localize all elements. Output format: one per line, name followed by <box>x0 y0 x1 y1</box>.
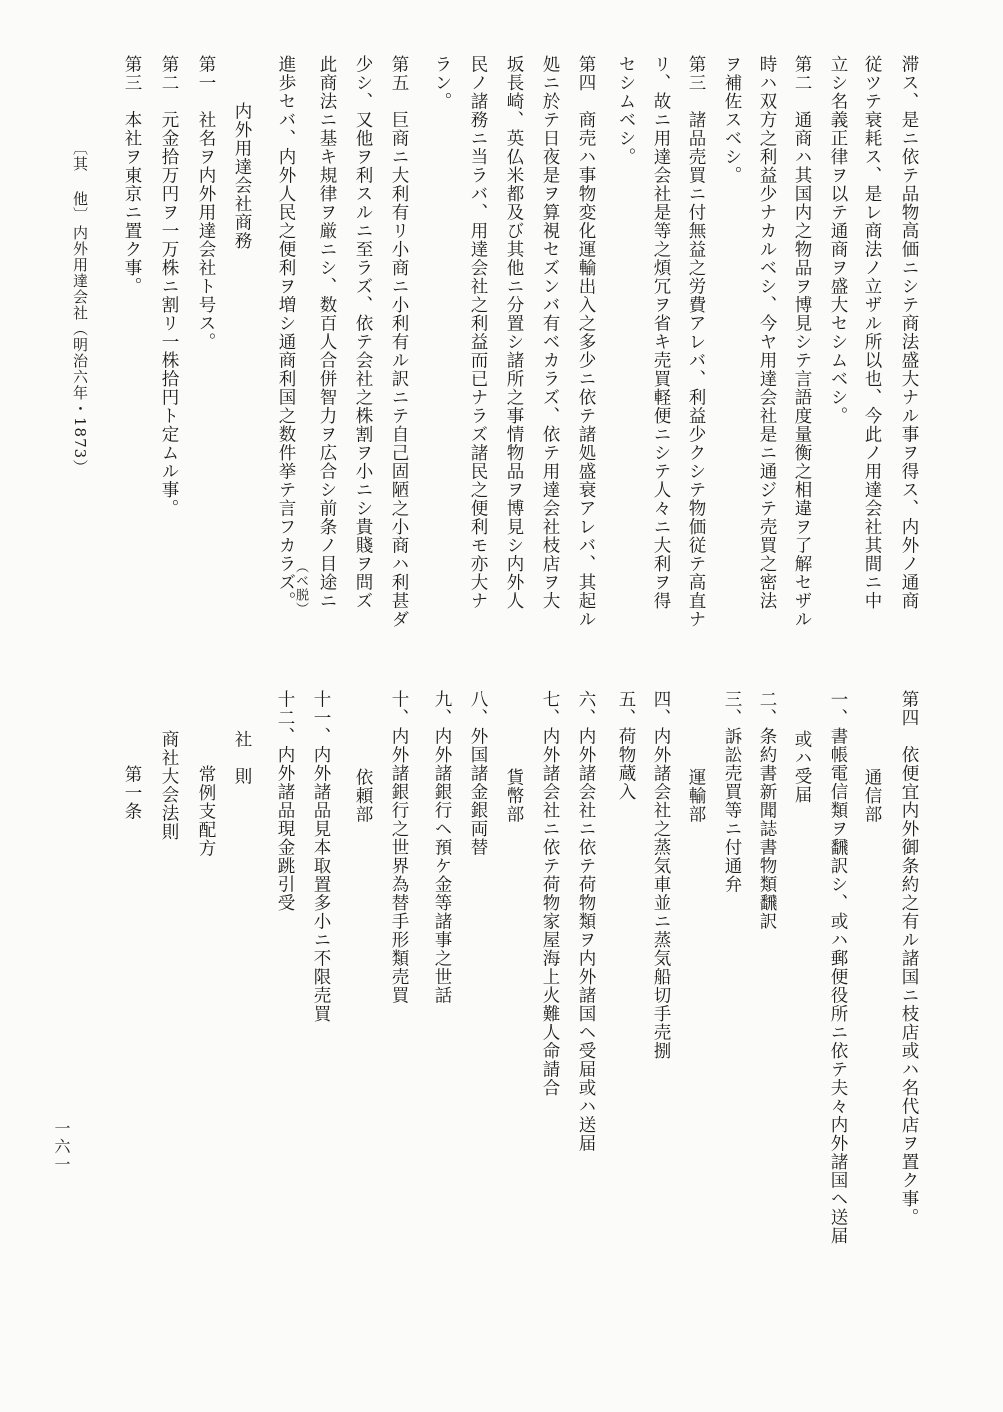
bottom-col-14: 九、内外諸銀行ヘ預ケ金等諸事之世話 <box>432 690 452 1005</box>
bottom-col-3: 一、書帳電信類ヲ飜訳シ、或ハ郵便役所ニ依テ夫々内外諸国ヘ送届 <box>828 690 848 1245</box>
top-col-8: リ、故ニ用達会社是等之煩冗ヲ省キ売買軽便ニシテ人々ニ大利ヲ得 <box>651 55 671 610</box>
top-col-7: 第三 諸品売買ニ付無益之労費アレバ、利益少クシテ物価従テ高直ナ <box>686 55 706 629</box>
page-number: 一六一 <box>52 1120 71 1174</box>
bottom-col-1: 第四 依便宜内外御条約之有ル諸国ニ枝店或ハ名代店ヲ置ク事。 <box>899 690 919 1227</box>
top-col-20: 第一 社名ヲ内外用達会社ト号ス。 <box>196 55 216 351</box>
top-col-5: 時ハ双方之利益少ナカルベシ、今ヤ用達会社是ニ通ジテ売買之密法 <box>757 55 777 610</box>
top-col-18: 進歩セバ、内外人民之便利ヲ増シ通商利国之数件挙テ言フカラズ。 <box>276 55 296 610</box>
bottom-col-15: 十、内外諸銀行之世界為替手形類売買 <box>389 690 409 1005</box>
bottom-col-20: 常例支配方 <box>196 765 216 858</box>
top-col-21: 第二 元金拾万円ヲ一万株ニ割リ一株拾円ト定ムル事。 <box>159 55 179 518</box>
top-col-15: 第五 巨商ニ大利有リ小商ニ小利有ル訳ニテ自己固陋之小商ハ利甚ダ <box>389 55 409 629</box>
bottom-col-5: 二、条約書新聞誌書物類飜訳 <box>757 690 777 931</box>
bottom-col-11: 七、内外諸会社ニ依テ荷物家屋海上火難人命請合 <box>540 690 560 1097</box>
top-col-9: セシムベシ。 <box>616 55 636 166</box>
bottom-col-2: 通信部 <box>862 768 882 824</box>
top-col-22: 第三 本社ヲ東京ニ置ク事。 <box>122 55 142 296</box>
bottom-col-18: 十二、内外諸品現金跳引受 <box>275 690 295 912</box>
top-col-3: 立シ名義正律ヲ以テ通商ヲ盛大セシムベシ。 <box>828 55 848 425</box>
bottom-col-8: 四、内外諸会社之蒸気車並ニ蒸気船切手売捌 <box>651 690 671 1060</box>
bottom-col-16: 依頼部 <box>353 768 373 824</box>
top-col-16: 少シ、又他ヲ利スルニ至ラズ、依テ会社之株割ヲ小ニシ貴賤ヲ問ズ <box>353 55 373 610</box>
header-title: 内外用達会社（明治六年・1873） <box>71 225 89 476</box>
top-col-13: 民ノ諸務ニ当ラバ、用達会社之利益而已ナラズ諸民之便利モ亦大ナ <box>468 55 488 610</box>
section-heading: 内外用達会社商務 <box>232 102 252 250</box>
bottom-col-4: 或ハ受届 <box>792 730 812 804</box>
top-col-10: 第四 商売ハ事物変化運輸出入之多少ニ依テ諸処盛衰アレバ、其起ル <box>576 55 596 629</box>
bottom-col-6: 三、訴訟売買等ニ付通弁 <box>722 690 742 894</box>
top-col-1: 滞ス、是ニ依テ品物高価ニシテ商法盛大ナル事ヲ得ス、内外ノ通商 <box>899 55 919 610</box>
bottom-col-21: 商社大会法則 <box>159 730 179 841</box>
bottom-col-19: 社 則 <box>232 730 252 786</box>
top-col-2: 従ツテ衰耗ス、是レ商法ノ立ザル所以也、今此ノ用達会社其間ニ中 <box>862 55 882 610</box>
bottom-col-10: 六、内外諸会社ニ依テ荷物類ヲ内外諸国ヘ受届或ハ送届 <box>576 690 596 1153</box>
top-col-11: 処ニ於テ日夜是ヲ算視セズンバ有ベカラズ、依テ用達会社枝店ヲ大 <box>540 55 560 610</box>
bottom-col-22: 第一条 <box>122 765 142 821</box>
bottom-col-13: 八、外国諸金銀両替 <box>468 690 488 857</box>
top-col-17: 此商法ニ基キ規律ヲ厳ニシ、数百人合併智力ヲ広合シ前条ノ目途ニ <box>317 55 337 610</box>
top-col-4: 第二 通商ハ其国内之物品ヲ博見シテ言語度量衡之相違ヲ了解セザル <box>792 55 812 629</box>
bottom-col-17: 十一、内外諸品見本取置多小ニ不限売買 <box>311 690 331 1023</box>
bottom-col-7: 運輸部 <box>686 768 706 824</box>
annotation-note: （ベ脱） <box>293 560 308 616</box>
header-category: 〔其 他〕 <box>71 140 89 223</box>
bottom-col-9: 五、荷物蔵入 <box>616 690 636 801</box>
top-col-6: ヲ補佐スベシ。 <box>722 55 742 185</box>
bottom-col-12: 貨幣部 <box>504 768 524 824</box>
top-col-14: ラン。 <box>432 55 452 111</box>
top-col-12: 坂長崎、英仏米都及び其他ニ分置シ諸所之事情物品ヲ博見シ内外人 <box>504 55 524 610</box>
